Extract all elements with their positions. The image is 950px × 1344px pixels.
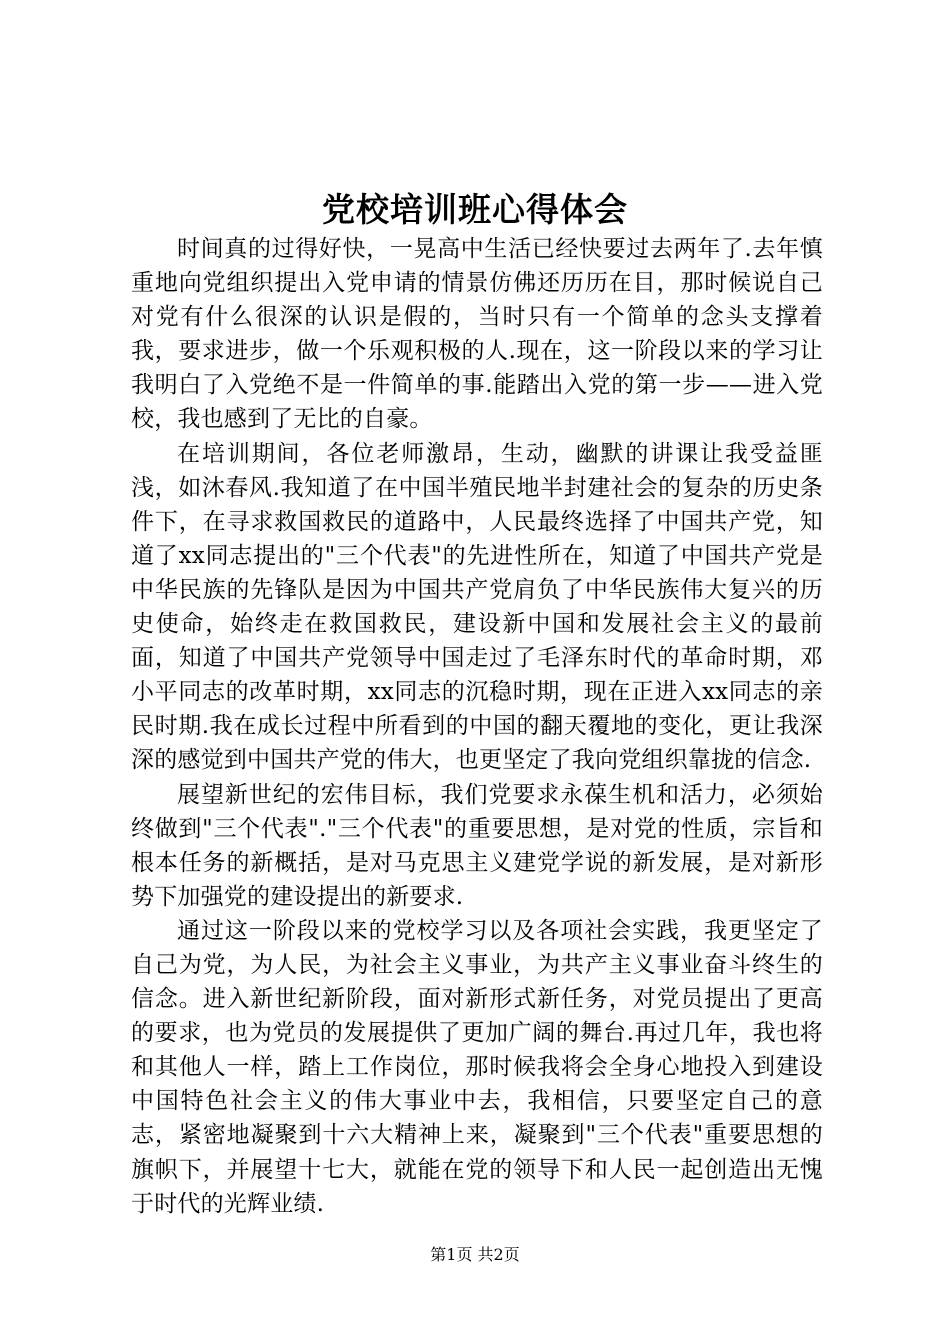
paragraph: 通过这一阶段以来的党校学习以及各项社会实践，我更坚定了自己为党，为人民，为社会主义事业，为共产主义事业奋斗终生的信念。进入新世纪新阶段，面对新形式新任务，对党员提出了更高的要求，也为党员的发展提供了更加广阔的舞台.再过几年，我也将和其他人一样，踏上工作岗位，那时候我将会全身心地投入到建设中国特色社会主义的伟大事业中去，我相信，只要坚定自己的意志，紧密地凝聚到十六大精神上来，凝聚到"三个代表"重要思想的旗帜下，并展望十七大，就能在党的领导下和人民一起创造出无愧于时代的光辉业绩. [131,917,823,1217]
page-footer: 第1页 共2页 [430,1245,520,1264]
paragraph: 在培训期间，各位老师激昂，生动，幽默的讲课让我受益匪浅，如沐春风.我知道了在中国半殖民地半封建社会的复杂的历史条件下，在寻求救国救民的道路中，人民最终选择了中国共产党，知道了xx同志提出的"三个代表"的先进性所在，知道了中国共产党是中华民族的先锋队是因为中国共产党肩负了中华民族伟大复兴的历史使命，始终走在救国救民，建设新中国和发展社会主义的最前面，知道了中国共产党领导中国走过了毛泽东时代的革命时期，邓小平同志的改革时期，xx同志的沉稳时期，现在正进入xx同志的亲民时期.我在成长过程中所看到的中国的翻天覆地的变化，更让我深深的感觉到中国共产党的伟大，也更坚定了我向党组织靠拢的信念. [131,440,823,774]
paragraph: 时间真的过得好快，一晃高中生活已经快要过去两年了.去年慎重地向党组织提出入党申请的情景仿佛还历历在目，那时候说自己对党有什么很深的认识是假的，当时只有一个简单的念头支撑着我，要求进步，做一个乐观积极的人.现在，这一阶段以来的学习让我明白了入党绝不是一件简单的事.能踏出入党的第一步——进入党校，我也感到了无比的自豪。 [131,236,823,433]
paragraph: 展望新世纪的宏伟目标，我们党要求永葆生机和活力，必须始终做到"三个代表"."三个代表"的重要思想，是对党的性质，宗旨和根本任务的新概括，是对马克思主义建党学说的新发展，是对新形势下加强党的建设提出的新要求. [131,781,823,910]
document-body [131,232,823,1221]
document-title: 党校培训班心得体会 [322,190,628,229]
